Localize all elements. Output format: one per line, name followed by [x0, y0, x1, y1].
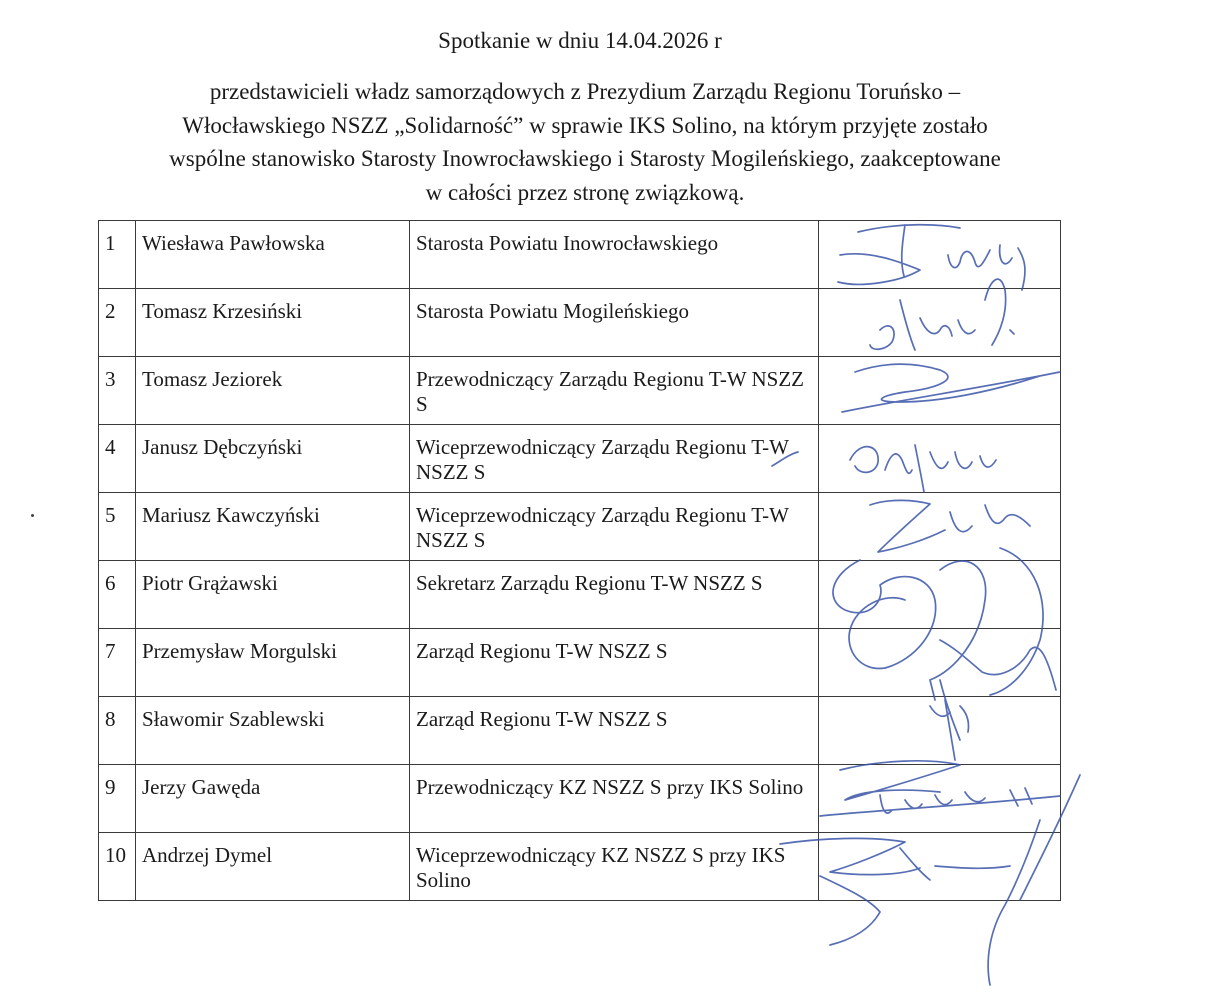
row-number: 10 — [99, 833, 136, 901]
person-name: Andrzej Dymel — [136, 833, 410, 901]
person-role: Starosta Powiatu Inowrocławskiego — [410, 221, 819, 289]
person-name: Janusz Dębczyński — [136, 425, 410, 493]
person-role: Wiceprzewodniczący Zarządu Regionu T-W NSZZ S — [410, 493, 819, 561]
table-row — [99, 833, 1061, 901]
person-name: Sławomir Szablewski — [136, 697, 410, 765]
person-role: Zarząd Regionu T-W NSZZ S — [410, 697, 819, 765]
signature-cell — [819, 697, 1061, 765]
signature-cell — [819, 629, 1061, 697]
person-role: Starosta Powiatu Mogileńskiego — [410, 289, 819, 357]
row-number: 8 — [99, 697, 136, 765]
table-row — [99, 289, 1061, 357]
signature-cell — [819, 221, 1061, 289]
signature-table — [98, 220, 1061, 901]
row-number: 6 — [99, 561, 136, 629]
table-row — [99, 357, 1061, 425]
person-role: Wiceprzewodniczący KZ NSZZ S przy IKS Solino — [410, 833, 819, 901]
signature-cell — [819, 561, 1061, 629]
signature-cell — [819, 765, 1061, 833]
intro-line: w całości przez stronę związkową. — [425, 179, 745, 205]
person-name: Tomasz Jeziorek — [136, 357, 410, 425]
signature-cell — [819, 289, 1061, 357]
row-number: 3 — [99, 357, 136, 425]
table-row — [99, 697, 1061, 765]
table-row — [99, 561, 1061, 629]
person-name: Jerzy Gawęda — [136, 765, 410, 833]
intro-line: wspólne stanowisko Starosty Inowrocławskiego i Starosty Mogileńskiego, zaakceptowane — [169, 146, 1001, 171]
table-row — [99, 493, 1061, 561]
person-role: Zarząd Regionu T-W NSZZ S — [410, 629, 819, 697]
person-name: Wiesława Pawłowska — [136, 221, 410, 289]
person-name: Tomasz Krzesiński — [136, 289, 410, 357]
person-name: Piotr Grążawski — [136, 561, 410, 629]
row-number: 2 — [99, 289, 136, 357]
scan-speck — [31, 514, 34, 517]
person-role: Przewodniczący KZ NSZZ S przy IKS Solino — [410, 765, 819, 833]
row-number: 5 — [99, 493, 136, 561]
signature-cell — [819, 833, 1061, 901]
document-title: Spotkanie w dniu 14.04.2026 r — [438, 28, 722, 53]
person-role: Wiceprzewodniczący Zarządu Regionu T-W NSZZ S — [410, 425, 819, 493]
person-role: Przewodniczący Zarządu Regionu T-W NSZZ S — [410, 357, 819, 425]
row-number: 4 — [99, 425, 136, 493]
person-name: Mariusz Kawczyński — [136, 493, 410, 561]
intro-line: Włocławskiego NSZZ „Solidarność” w sprawie IKS Solino, na którym przyjęte zostało — [182, 112, 988, 138]
person-name: Przemysław Morgulski — [136, 629, 410, 697]
row-number: 9 — [99, 765, 136, 833]
document-intro — [110, 75, 1060, 209]
table-row — [99, 221, 1061, 289]
signature-cell — [819, 425, 1061, 493]
intro-line: przedstawicieli władz samorządowych z Prezydium Zarządu Regionu Toruńsko – — [209, 79, 961, 104]
row-number: 1 — [99, 221, 136, 289]
person-role: Sekretarz Zarządu Regionu T-W NSZZ S — [410, 561, 819, 629]
table-row — [99, 425, 1061, 493]
table-row — [99, 765, 1061, 833]
row-number: 7 — [99, 629, 136, 697]
table-row — [99, 629, 1061, 697]
signature-cell — [819, 357, 1061, 425]
signature-cell — [819, 493, 1061, 561]
